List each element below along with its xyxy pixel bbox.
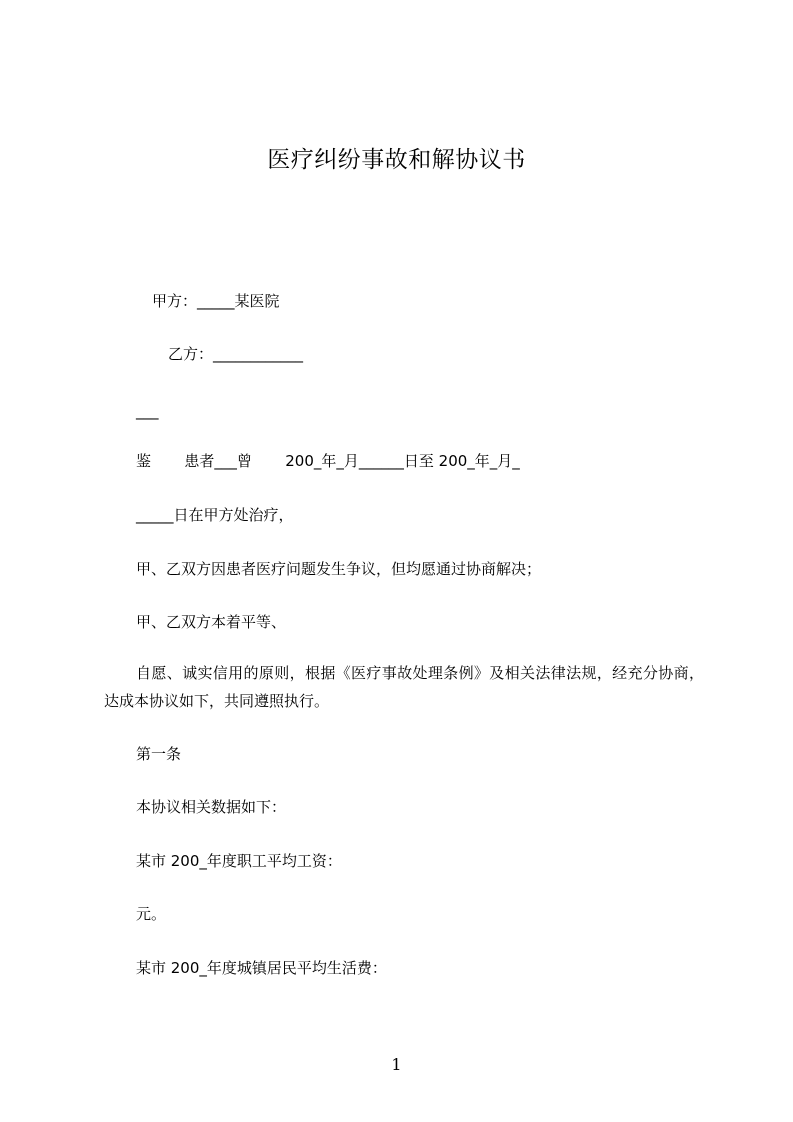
document-title: 医疗纠纷事故和解协议书 [267,147,526,173]
avg-living-cost-line: 某市 200_年度城镇居民平均生活费： [136,959,387,977]
blank-line: ___ [136,402,159,420]
equality-line: 甲、乙双方本着平等、 [136,613,287,631]
party-a-line: 甲方：_____某医院 [152,292,280,310]
party-b-line: 乙方：____________ [168,345,304,363]
treatment-line: _____日在甲方处治疗， [136,506,294,524]
dispute-line: 甲、乙双方因患者医疗问题发生争议，但均愿通过协商解决； [136,560,542,578]
yuan-line: 元。 [136,905,167,923]
page-number: 1 [391,1055,402,1074]
article-one-heading: 第一条 [136,745,182,763]
avg-wage-line: 某市 200_年度职工平均工资： [136,852,342,870]
principle-paragraph: 自愿、诚实信用的原则，根据《医疗事故处理条例》及相关法律法规，经充分协商，达成本协议如下，共同遵照执行。 [104,664,704,710]
jian-line: 鉴 患者___曾 200_年_月______日至 200_年_月_ [136,452,520,470]
data-intro-line: 本协议相关数据如下： [136,798,287,816]
